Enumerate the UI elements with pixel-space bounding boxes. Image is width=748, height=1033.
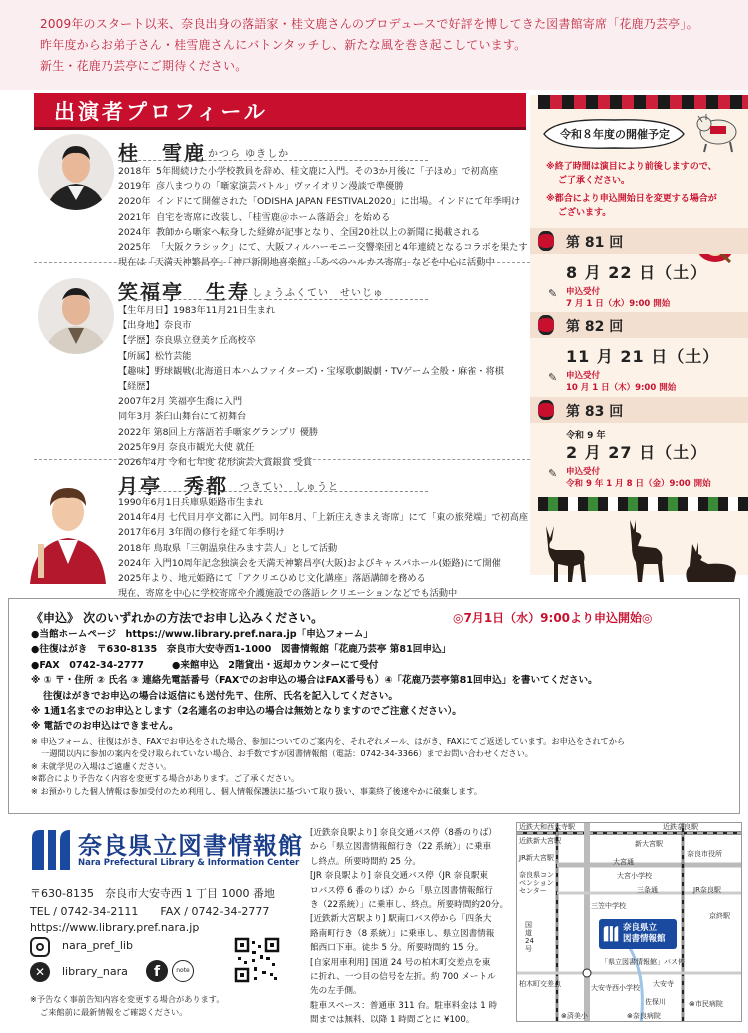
- decor-stripe-top: [538, 95, 748, 109]
- library-address: 〒630-8135 奈良市大安寺西 1 丁目 1000 番地: [30, 887, 275, 900]
- bio-row: 2019年 彦八まつりの「噺家演芸バトル」ヴァイオリン漫談で準優勝: [118, 181, 404, 193]
- bio-row: 2017年6月 3年間の修行を経て年季明け: [118, 527, 285, 539]
- bio-row: 【趣味】野球観戦(北海道日本ハムファイターズ)・宝塚歌劇観劇・TVゲーム全般・麻雀・将棋: [118, 365, 504, 377]
- footer-disclaimer: ※予告なく事前告知内容を変更する場合があります。 ご来館前に最新情報をご確認ください。: [30, 994, 225, 1017]
- apply-web: ●当館ホームページ https://www.library.pref.nara.jp「申込フォーム」: [31, 629, 373, 640]
- round-81-label: 第 81 回: [566, 235, 624, 251]
- round-83-date: 2 月 27 日（土）: [566, 443, 708, 462]
- round-82-application: 申込受付 10 月 1 日（木）9:00 開始: [566, 371, 677, 393]
- bio-row: 【経歴】: [118, 381, 155, 393]
- performer-name-1: 桂 雪鹿: [118, 141, 206, 165]
- apply-note: ※ お預かりした個人情報は参加受付のため利用し、個人情報保護法に基づいて取り扱い、事業終了後速やかに破棄します。: [31, 785, 482, 796]
- profile-header: [34, 93, 526, 127]
- x-handle[interactable]: library_nara: [62, 965, 128, 978]
- horse-ornament-icon: [692, 108, 740, 154]
- bio-row: 2020年 インドにて開催された「ODISHA JAPAN FESTIVAL2020」に出場。インドにて年季明け: [118, 196, 521, 208]
- bio-row: 2022年 第8回上方落語若手噺家グランプリ 優勝: [118, 426, 319, 438]
- bio-row: 2024年 教師から噺家へ転身した経緯が記事となり、全国20社以上の新聞に掲載される: [118, 226, 481, 238]
- bio-row: 【出身地】奈良市: [118, 320, 192, 332]
- divider: [34, 459, 530, 460]
- round-83-label: 第 83 回: [566, 404, 624, 420]
- pencil-icon: ✎: [548, 371, 558, 384]
- application-box: [8, 598, 740, 814]
- bio-row: 2024年 入門10周年記念独演会を天満天神繁昌亭(大阪)およびキャスパホール(姫路)にて開催: [118, 557, 501, 569]
- bio-row: 2025年より、地元姫路にて「アクリエひめじ文化講座」落語講師を務める: [118, 573, 426, 585]
- map-library-badge: 奈良県立 図書情報館: [599, 919, 677, 949]
- access-map: 近鉄大和西大寺駅 近鉄奈良駅 近鉄新大宮駅 新大宮駅 JR新大宮駅 奈良市役所 JR奈良駅 奈良県コンベンションセンター 大宮通 大宮小学校 三条通 三笠中学校 国道24号 京終駅 奈良県立 図書情報館 「県立図書情報館」バス停 大安寺西小学校 柏木町交差点 大安寺 佐保川 ⊗済美小 ⊗奈良病院 ⊗市民病院: [516, 822, 742, 1022]
- apply-no-phone: ※ 電話でのお申込はできません。: [31, 721, 179, 733]
- performer-name-2: 笑福亭 生寿: [118, 280, 250, 304]
- performer-bio-2: [118, 303, 504, 470]
- round-82-band: [530, 312, 748, 338]
- intro-line-3: 新生・花鹿乃芸亭にご期待ください。: [40, 59, 248, 73]
- bio-row: 2014年4月 七代目月亭文都に入門。同年8月、「上新庄えきまえ寄席」にて「東の旅発端」で初高座: [118, 512, 529, 524]
- library-name: 奈良県立図書情報館: [78, 831, 303, 860]
- apply-fax-counter: ●FAX 0742-34-2777 ●来館申込 2階貸出・返却カウンターにて受付: [31, 659, 379, 671]
- round-83-application: 申込受付 令和 9 年 1 月 8 日（金）9:00 開始: [566, 467, 711, 489]
- apply-start: ◎7月1日（水）9:00より申込開始◎: [453, 611, 653, 625]
- round-81-date: 8 月 22 日（土）: [566, 263, 708, 282]
- lantern-icon: [538, 231, 554, 251]
- apply-postcard: ●往復はがき 〒630-8135 奈良市大安寺西1-1000 図書情報館「花鹿乃芸亭 第81回申込」: [31, 644, 452, 656]
- library-url[interactable]: https://www.library.pref.nara.jp: [30, 921, 200, 934]
- deer-silhouettes-icon: [536, 516, 746, 584]
- bio-row: 2026年4月 令和七年度 花形演芸大賞銀賞 受賞: [118, 457, 313, 469]
- library-logo-icon: [30, 826, 72, 870]
- access-info: [近鉄奈良駅より] 奈良交通バス停（8番のりば） から「県立図書情報館行き（22 系統）」に乗車 し終点。所要時間約 25 分。 [JR 奈良駅より] 奈良交通バス停（JR 奈良駅東 ロバス停 6 番のりば）から「県立図書情報館行 き（22系統）」に乗車し、終点。所要時間約20分。 [近鉄新大宮駅より] 駅南口バス停から「四条大 路南町行き（8 系統）」に乗車し、県立図書情報 館西口下車。徒歩 5 分。所要時間約 15 分。 [自家用車利用] 国道 24 号の柏木町交差点を東 に折れ、一つ目の信号を左折。約 700 メートル 先の左手側。 駐車スペース：普通車 311 台。駐車料金は 1 時 間までは無料、以降 1 時間ごとに ¥100。: [310, 828, 509, 1026]
- bio-row: 1990年6月1日兵庫県姫路市生まれ: [118, 497, 264, 508]
- performer-kana-1: かつら ゆきしか: [208, 149, 290, 160]
- schedule-notes: ※終了時間は演目により前後しますので、 ご了承ください。 ※都合により申込開始日を変更する場合が ございます。: [546, 162, 717, 218]
- apply-items-postcard: 往復はがきでお申込の場合は返信にも送付先〒、住所、氏名を記入してください。: [43, 690, 398, 702]
- bio-row: 2018年 鳥取県「三朝温泉住みます芸人」として活動: [118, 542, 338, 554]
- apply-heading: 《申込》 次のいずれかの方法でお申し込みください。: [31, 611, 324, 625]
- lantern-icon: [538, 400, 554, 420]
- bio-row: 2007年2月 笑福亭生喬に入門: [118, 396, 243, 408]
- facebook-icon[interactable]: f: [146, 960, 168, 982]
- note-icon[interactable]: note: [172, 960, 194, 982]
- bio-row: 2025年9月 奈良市観光大使 就任: [118, 441, 255, 453]
- instagram-handle[interactable]: nara_pref_lib: [62, 939, 133, 952]
- profile-header-title: 出演者プロフィール: [54, 99, 268, 124]
- performer-photo-shuto: [20, 466, 116, 584]
- performer-photo-yukishika: [38, 134, 114, 210]
- performer-bio-1: [118, 164, 528, 270]
- x-icon[interactable]: ✕: [30, 962, 50, 982]
- qr-code-icon[interactable]: [234, 937, 280, 983]
- apply-note: ※ 未就学児の入場はご遠慮ください。: [31, 760, 172, 771]
- performer-photo-seiju: [38, 278, 114, 354]
- library-name-en: Nara Prefectural Library & Information Center: [78, 858, 300, 868]
- bio-row: 現在は「天満天神繁昌亭」「神戸新開地喜楽館」「あべのハルカス寄席」などを中心に活動中: [118, 257, 495, 269]
- round-82-date: 11 月 21 日（土）: [566, 347, 720, 366]
- bio-row: 【所属】松竹芸能: [118, 350, 192, 362]
- apply-heading-row: [31, 609, 725, 627]
- performer-bio-3: [118, 495, 528, 601]
- intro-line-2: 昨年度からお弟子さん・桂雪鹿さんにバトンタッチし、新たな風を巻き起こしています。: [40, 38, 527, 52]
- instagram-icon[interactable]: [30, 937, 50, 957]
- apply-items: ※ ① 〒・住所 ② 氏名 ③ 連絡先電話番号（FAXでのお申込の場合はFAX番号も）④「花鹿乃芸亭第81回申込」を書いてください。: [31, 675, 598, 687]
- performer-kana-2: しょうふくてい せいじゅ: [252, 288, 384, 299]
- bio-row: 2025年 「大阪クラシック」にて、大阪フィルハーモニー交響楽団と4年連続となるコラボを果たす: [118, 242, 528, 254]
- pencil-icon: ✎: [548, 287, 558, 300]
- lantern-icon: [538, 315, 554, 335]
- round-83-era: 令和 9 年: [566, 431, 606, 441]
- round-81-application: 申込受付 7 月 1 日（水）9:00 開始: [566, 287, 671, 309]
- performer-name-3: 月亭 秀都: [118, 474, 228, 498]
- decor-stripe-bottom: [538, 497, 748, 511]
- bio-row: 【学歴】奈良県立登美ケ丘高校卒: [118, 335, 256, 347]
- performer-kana-3: つきてい しゅうと: [240, 482, 339, 493]
- apply-note: 一週間以内に参加の案内を受け取られていない場合、お手数ですが図書情報館（電話：0742-34-3366）までお問い合わせください。: [41, 748, 533, 759]
- pencil-icon: ✎: [548, 467, 558, 480]
- schedule-title: 令和８年度の開催予定: [560, 128, 670, 141]
- apply-one-person: ※ 1通1名までのお申込とします（2名連名のお申込の場合は無効となりますのでご注意ください）。: [31, 706, 462, 718]
- round-82-label: 第 82 回: [566, 319, 624, 335]
- schedule-title-box: [540, 114, 688, 154]
- intro-banner: [0, 0, 748, 90]
- library-tel-fax: TEL / 0742-34-2111 FAX / 0742-34-2777: [30, 905, 270, 918]
- apply-note: ※ 申込フォーム、往復はがき、FAXでお申込をされた場合、参加についてのご案内を、それぞれメール、はがき、FAXにてご返送しています。お申込をされてから: [31, 735, 626, 746]
- round-83-band: [530, 397, 748, 423]
- bio-row: 【生年月日】1983年11月21日生まれ: [118, 305, 276, 316]
- bio-row: 同年3月 茶臼山舞台にて初舞台: [118, 411, 247, 423]
- bio-row: 2021年 自宅を寄席に改装し、「桂雪鹿＠ホーム落語会」を始める: [118, 211, 391, 223]
- apply-note: ※都合により予告なく内容を変更する場合があります。ご了承ください。: [31, 773, 300, 784]
- bio-row: 現在、寄席を中心に学校寄席や介護施設での落語レクリエーションなどでも活動中: [118, 588, 458, 600]
- library-logo-icon: [603, 923, 619, 943]
- round-81-band: [530, 228, 748, 254]
- bio-row: 2018年 5年間続けた小学校教員を辞め、桂文鹿に入門。その3か月後に「子ほめ」で初高座: [118, 166, 499, 177]
- divider: [34, 262, 530, 263]
- intro-line-1: 2009年のスタート以来、奈良出身の落語家・桂文鹿さんのプロデュースで好評を博してきた図書館寄席「花鹿乃芸亭」。: [40, 17, 699, 31]
